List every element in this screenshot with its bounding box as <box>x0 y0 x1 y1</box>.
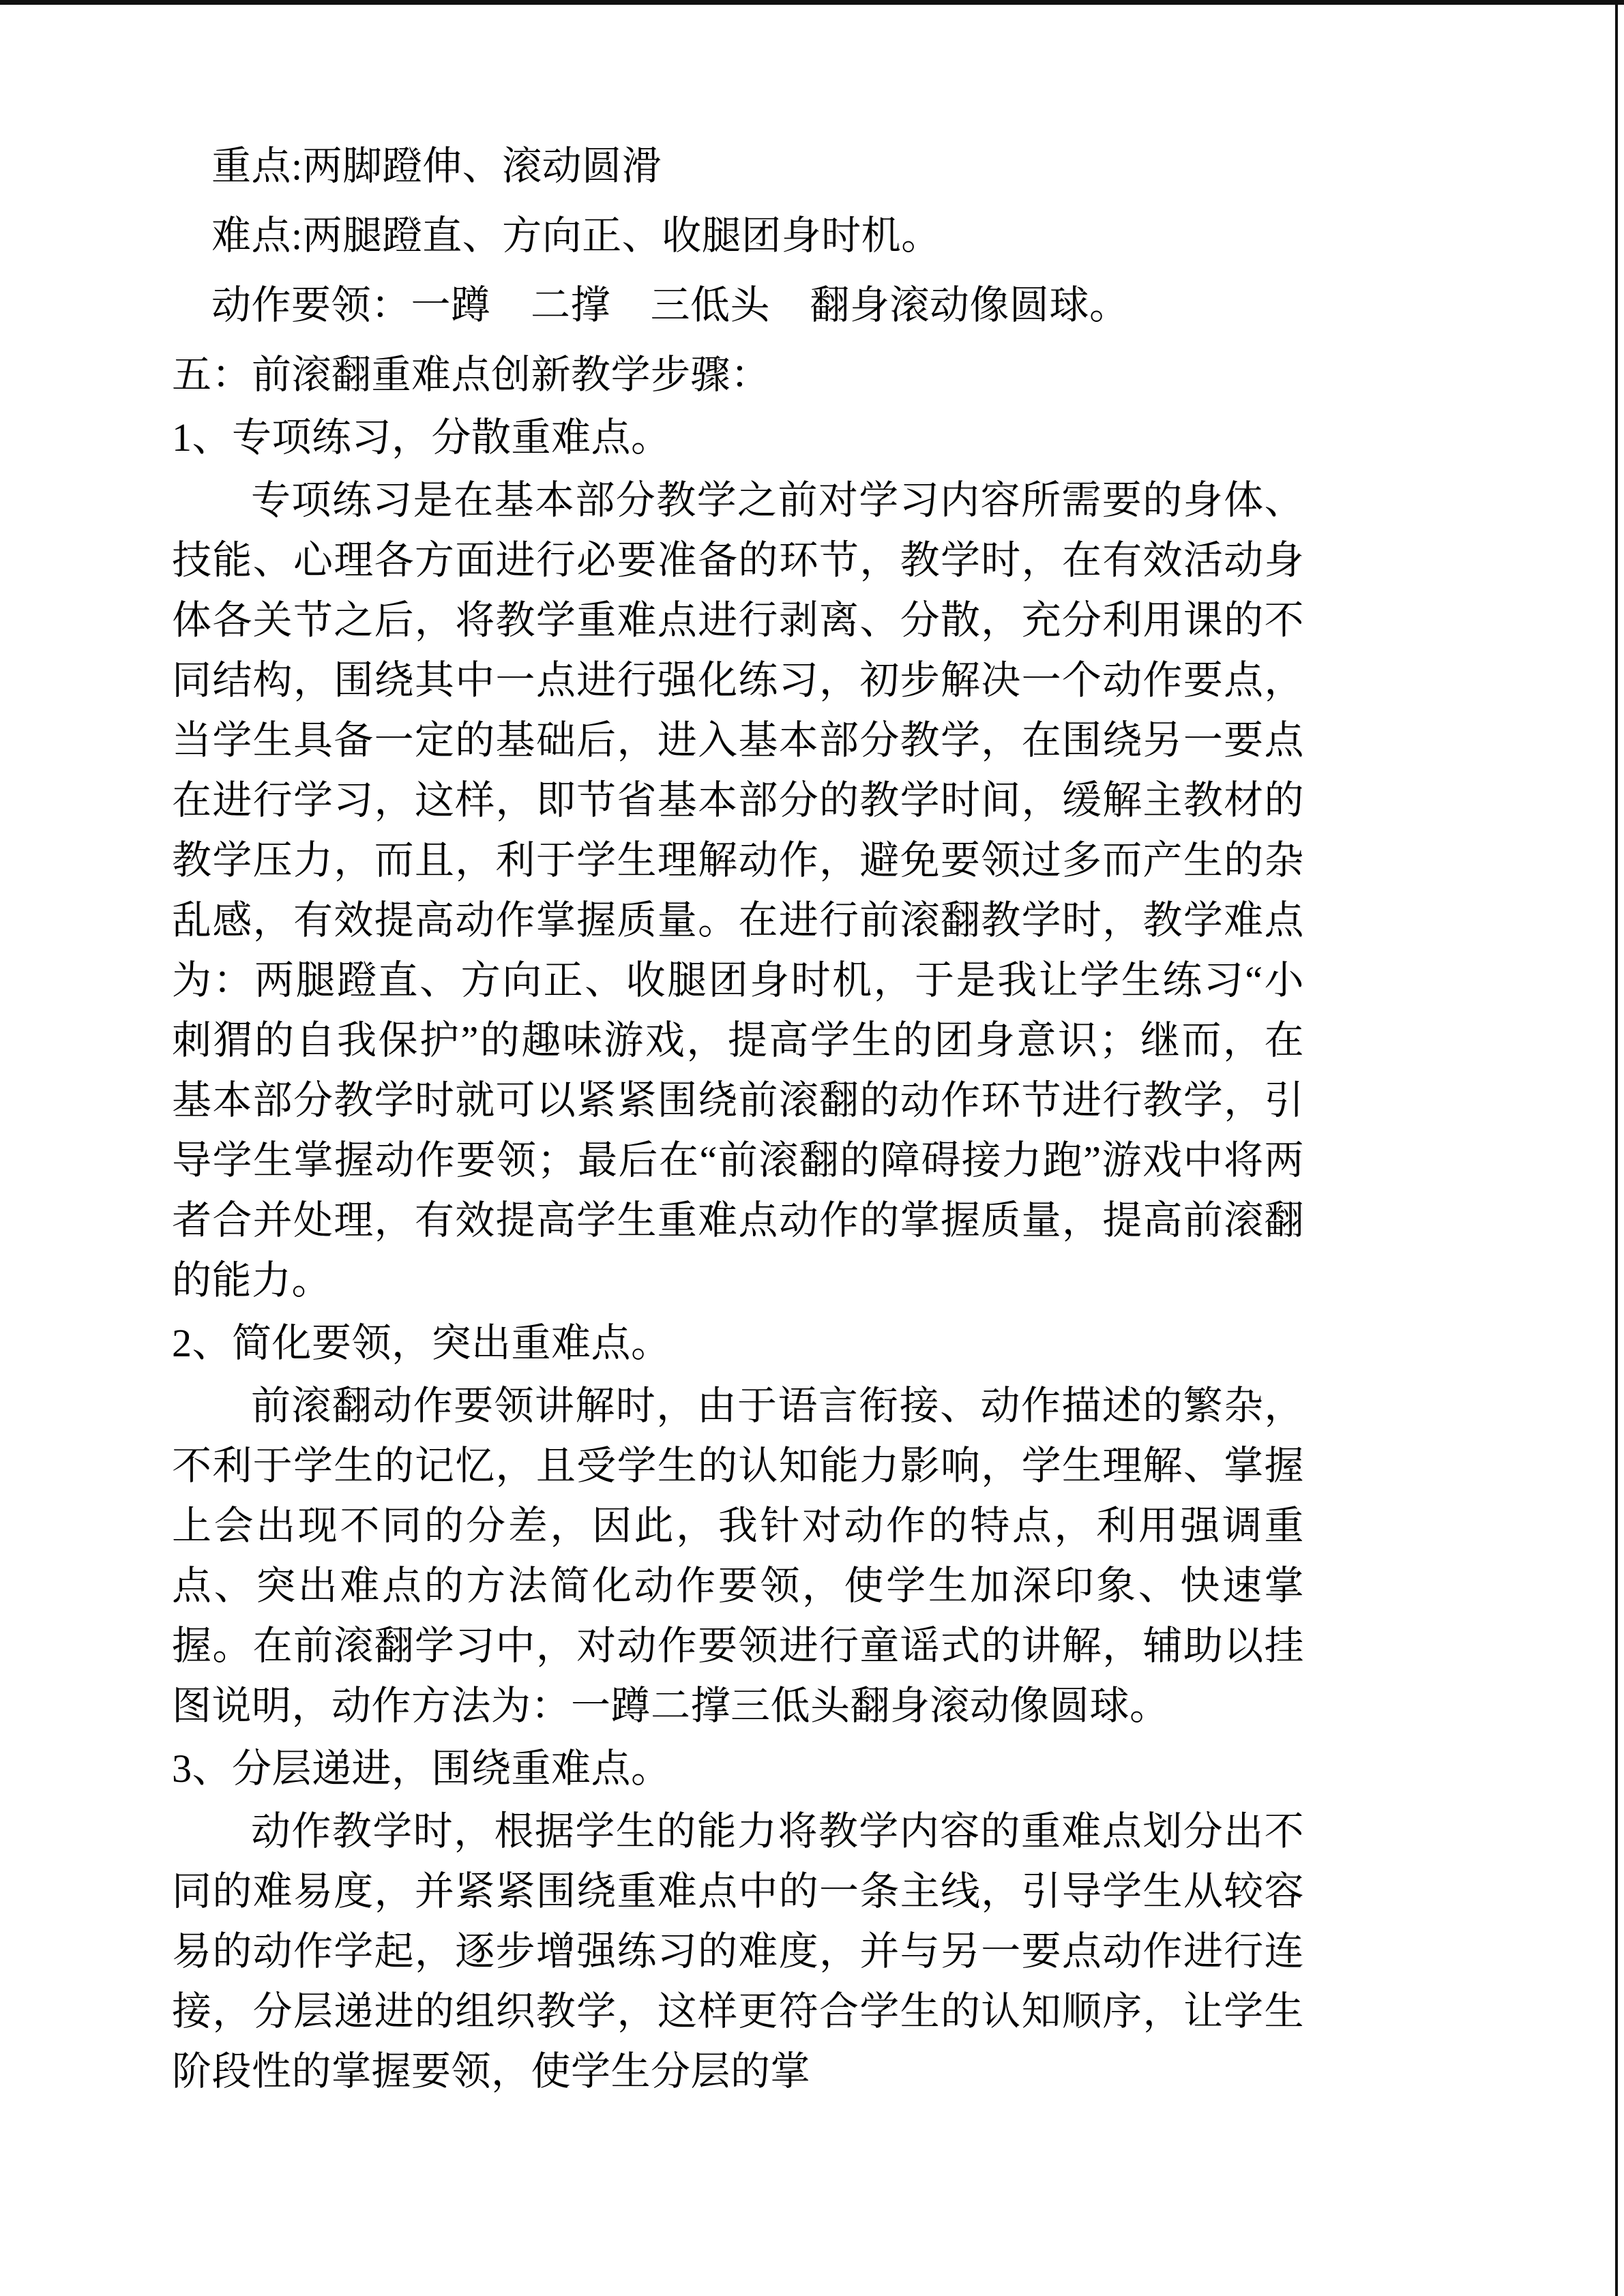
action-essentials-line: 动作要领：一蹲 二撑 三低头 翻身滚动像圆球。 <box>211 283 1130 327</box>
step-1-body-paragraph: 专项练习是在基本部分教学之前对学习内容所需要的身体、技能、心理各方面进行必要准备的环节，教学时，在有效活动身体各关节之后，将教学重难点进行剥离、分散，充分利用课的不同结构，围绕其中一点进行强化练习，初步解决一个动作要点，当学生具备一定的基础后，进入基本部分教学，在围绕另一要点在进行学习，这样，即节省基本部分的教学时间，缓解主教材的教学压力，而且，利于学生理解动作，避免要领过多而产生的杂乱感，有效提高动作掌握质量。在进行前滚翻教学时，教学难点为：两腿蹬直、方向正、收腿团身时机，于是我让学生练习“小刺猬的自我保护”的趣味游戏，提高学生的团身意识；继而，在基本部分教学时就可以紧紧围绕前滚翻的动作环节进行教学，引导学生掌握动作要领；最后在“前滚翻的障碍接力跑”游戏中将两者合并处理，有效提高学生重难点动作的掌握质量，提高前滚翻的能力。 <box>172 478 1304 1302</box>
page-top-border <box>0 0 1624 5</box>
step-2-heading: 2、简化要领，突出重难点。 <box>172 1321 671 1365</box>
step-1-heading: 1、专项练习，分散重难点。 <box>172 415 671 460</box>
key-point-line: 重点:两脚蹬伸、滚动圆滑 <box>211 144 662 188</box>
difficult-point-line: 难点:两腿蹬直、方向正、收腿团身时机。 <box>211 213 941 258</box>
page-right-border <box>1615 0 1618 2296</box>
step-2-body-paragraph: 前滚翻动作要领讲解时，由于语言衔接、动作描述的繁杂，不利于学生的记忆，且受学生的认知能力影响，学生理解、掌握上会出现不同的分差，因此，我针对动作的特点，利用强调重点、突出难点的方法简化动作要领，使学生加深印象、快速掌握。在前滚翻学习中，对动作要领进行童谣式的讲解，辅助以挂图说明，动作方法为：一蹲二撑三低头翻身滚动像圆球。 <box>172 1384 1304 1728</box>
step-3-heading: 3、分层递进，围绕重难点。 <box>172 1746 671 1791</box>
section-five-heading: 五：前滚翻重难点创新教学步骤： <box>172 353 771 397</box>
step-3-body-paragraph: 动作教学时，根据学生的能力将教学内容的重难点划分出不同的难易度，并紧紧围绕重难点中的一条主线，引导学生从较容易的动作学起，逐步增强练习的难度，并与另一要点动作进行连接，分层递进的组织教学，这样更符合学生的认知顺序，让学生阶段性的掌握要领，使学生分层的掌 <box>172 1809 1304 2093</box>
document-body <box>172 136 1304 2102</box>
